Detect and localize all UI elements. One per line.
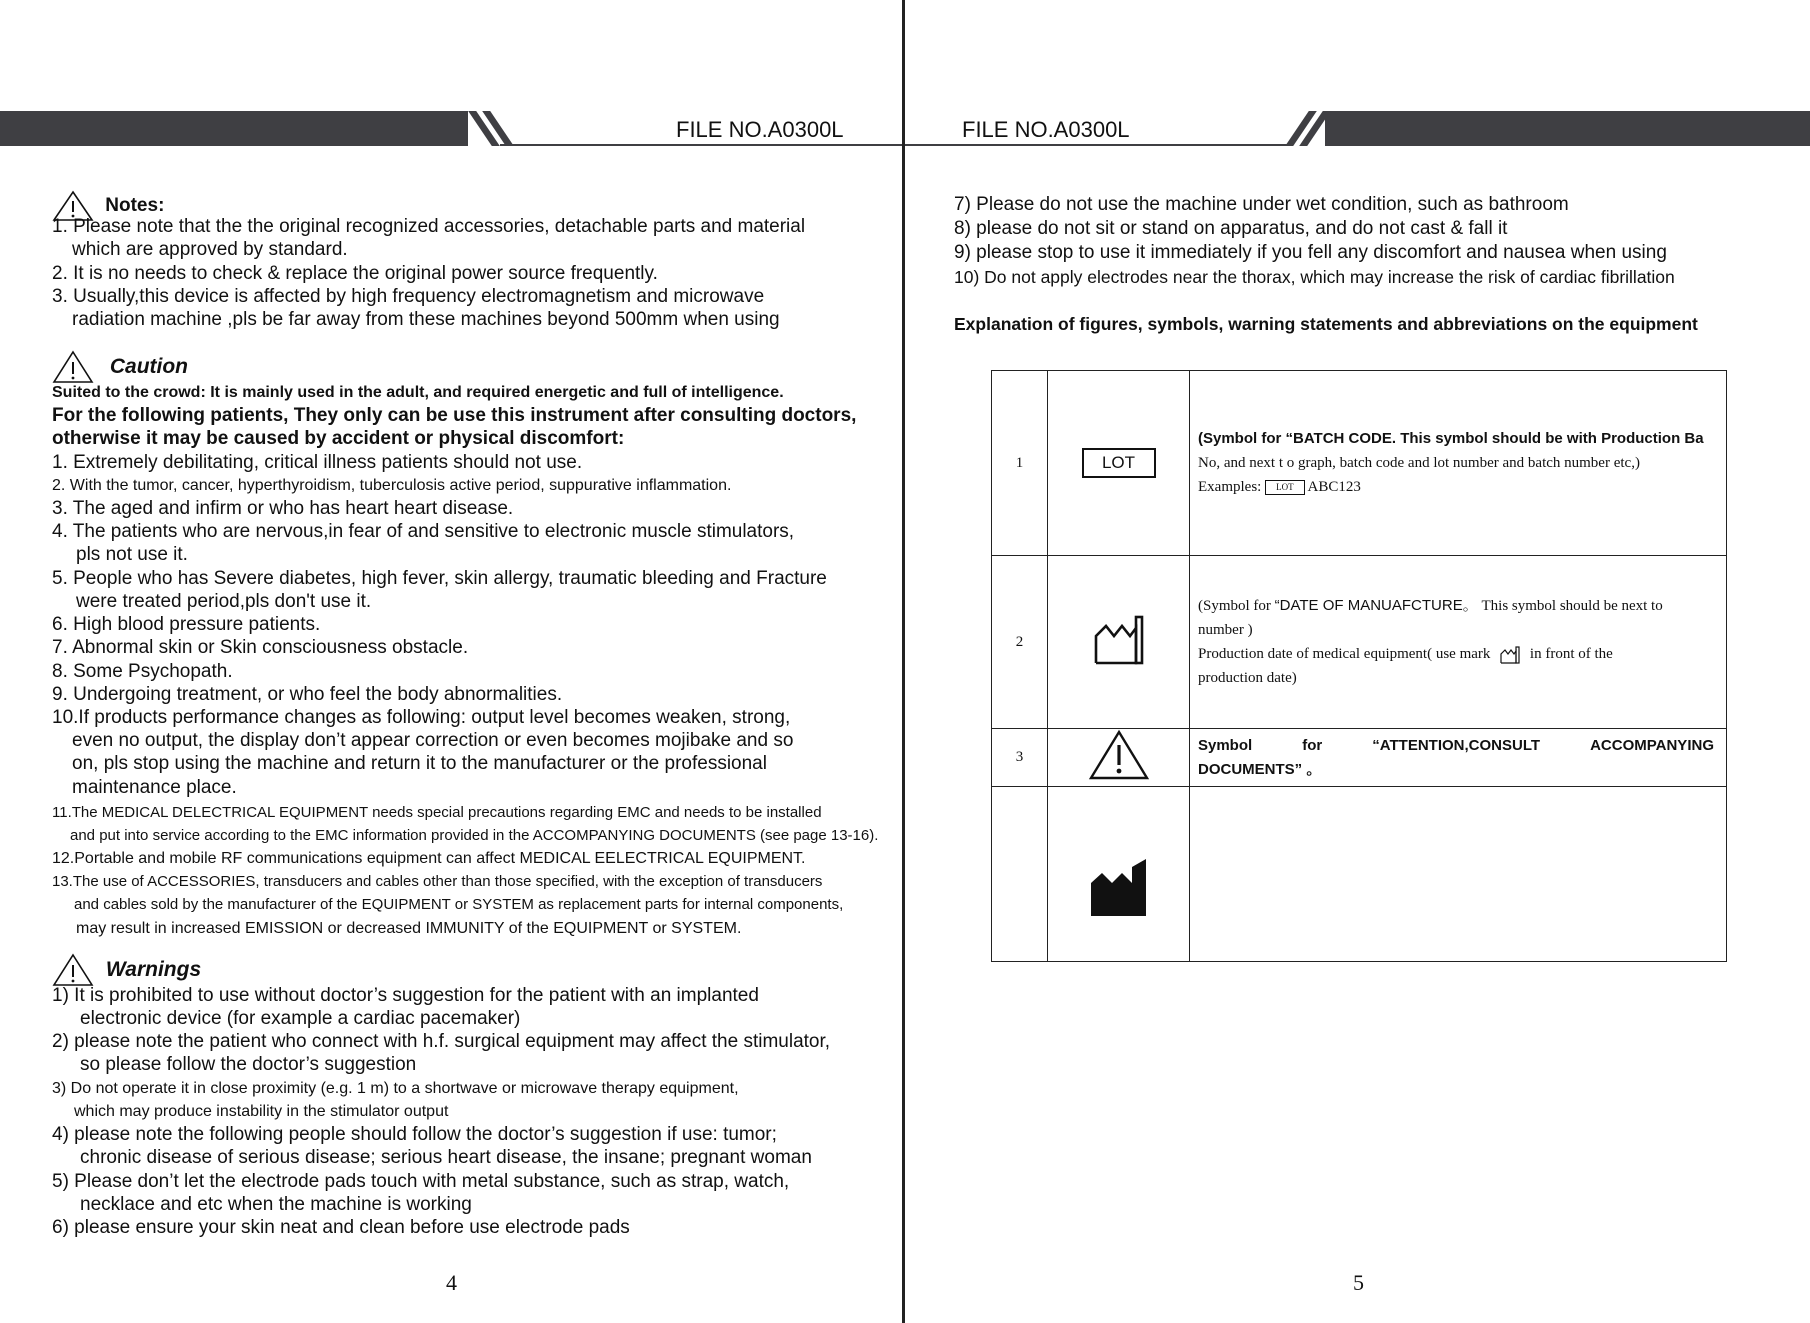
row-number: 2 [992,556,1048,729]
caution-line: 8. Some Psychopath. [52,661,233,682]
symbol-cell [1048,729,1190,787]
caution-line: 6. High blood pressure patients. [52,614,321,635]
warnings-line: 8) please do not sit or stand on apparatus, and do not cast & fall it [954,218,1508,239]
desc-suffix: This symbol should be next to [1481,598,1663,614]
caution-line: 10.If products performance changes as following: output level becomes weaken, strong, [52,707,791,728]
caution-line: were treated period,pls don't use it. [76,591,372,612]
example-code: ABC123 [1307,479,1361,495]
warnings-line: which may produce instability in the stimulator output [74,1103,449,1120]
caution-line: 5. People who has Severe diabetes, high fever, skin allergy, traumatic bleeding and Fracture [52,568,827,589]
manufacturer-icon [1090,857,1148,917]
warnings-line: 3) Do not operate it in close proximity (e.g. 1 m) to a shortwave or microwave therapy equipment, [52,1080,739,1097]
desc-line-a: Production date of medical equipment( use mark [1198,646,1491,662]
caution-line: 13.The use of ACCESSORIES, transducers and cables other than those specified, with the exception of transducers [52,873,823,890]
notes-line: 2. It is no needs to check & replace the original power source frequently. [52,263,658,284]
caution-intro: otherwise it may be caused by accident or physical discomfort: [52,428,625,449]
caution-intro: Suited to the crowd: It is mainly used in the adult, and required energetic and full of intelligence. [52,384,784,401]
warning-triangle-icon [52,953,94,987]
description-cell [1190,556,1727,729]
caution-line: 9. Undergoing treatment, or who feel the body abnormalities. [52,684,563,705]
warnings-line: 5) Please don’t let the electrode pads touch with metal substance, such as strap, watch, [52,1171,790,1192]
notes-line: 1. Please note that the the original recognized accessories, detachable parts and material [52,216,806,237]
desc-line: DOCUMENTS” 。 [1198,760,1322,778]
caution-line: 7. Abnormal skin or Skin consciousness obstacle. [52,637,469,658]
row-number: 1 [992,371,1048,556]
desc-word: “ATTENTION,CONSULT [1372,736,1541,754]
header-rule [500,144,902,146]
caution-line: 2. With the tumor, cancer, hyperthyroidism, tuberculosis active period, suppurative inflammation. [52,477,732,494]
desc-line: No, and next t o graph, batch code and lot number and batch number etc,) [1198,455,1640,471]
date-of-manufacture-mini-icon [1500,646,1520,664]
table-row [992,729,1727,787]
notes-title: Notes: [105,195,165,217]
right-page [904,0,1810,1323]
desc-title [1198,594,1726,618]
warnings-line: 9) please stop to use it immediately if you fell any discomfort and nausea when using [954,242,1667,263]
warnings-heading [52,953,902,987]
caution-line: pls not use it. [76,544,188,565]
desc-example [1198,475,1726,499]
warnings-line: necklace and etc when the machine is working [80,1194,472,1215]
desc-line [1198,642,1726,666]
desc-line: number ) [1198,622,1253,638]
warnings-line: 7) Please do not use the machine under wet condition, such as bathroom [954,194,1569,215]
row-number: 3 [992,729,1048,787]
caution-intro: For the following patients, They only can be use this instrument after consulting doctors, [52,405,857,426]
caution-line: 4. The patients who are nervous,in fear of and sensitive to electronic muscle stimulators, [52,521,795,542]
desc-line: production date) [1198,670,1297,686]
warnings-line: 1) It is prohibited to use without doctor’s suggestion for the patient with an implanted [52,985,759,1006]
left-page [0,0,904,1323]
desc-word: ACCOMPANYING [1590,736,1714,754]
desc-title: (Symbol for “BATCH CODE. This symbol should be with Production Ba [1198,430,1704,447]
warnings-line: chronic disease of serious disease; serious heart disease, the insane; pregnant woman [80,1147,812,1168]
caution-line: even no output, the display don’t appear correction or even becomes mojibake and so [72,730,794,751]
lot-symbol: LOT [1082,448,1156,478]
desc-line-b: in front of the [1529,646,1613,662]
caution-line: 1. Extremely debilitating, critical illness patients should not use. [52,452,583,473]
lot-mini-symbol: LOT [1265,480,1305,495]
table-row [992,556,1727,729]
caution-line: and put into service according to the EMC information provided in the ACCOMPANYING DOCUMENTS (see page 13-16). [70,827,879,844]
header-band [1325,111,1810,146]
description-cell [1190,787,1727,962]
symbols-table [991,370,1727,962]
caution-line: maintenance place. [72,777,237,798]
desc-prefix: (Symbol for [1198,598,1271,614]
example-label: Examples: [1198,479,1262,495]
warnings-line: electronic device (for example a cardiac pacemaker) [80,1008,521,1029]
file-number: FILE NO.A0300L [962,117,1130,142]
desc-word: for [1302,736,1323,754]
description-cell [1190,729,1727,787]
file-number: FILE NO.A0300L [676,117,844,142]
caution-line: 12.Portable and mobile RF communications equipment can affect MEDICAL EELECTRICAL EQUIPMENT. [52,850,806,867]
warnings-line: 10) Do not apply electrodes near the thorax, which may increase the risk of cardiac fibrillation [954,267,1675,287]
desc-title [1198,734,1726,758]
date-of-manufacture-icon [1093,614,1145,666]
page-number: 5 [1353,1270,1364,1295]
warnings-line: 6) please ensure your skin neat and clean before use electrode pads [52,1217,630,1238]
notes-line: 3. Usually,this device is affected by high frequency electromagnetism and microwave [52,286,765,307]
caution-line: 3. The aged and infirm or who has heart heart disease. [52,498,514,519]
notes-line: which are approved by standard. [72,239,348,260]
attention-triangle-icon [1088,729,1150,781]
caution-title: Caution [109,354,188,378]
warnings-line: so please follow the doctor’s suggestion [80,1054,417,1075]
desc-word: Symbol [1198,736,1253,754]
caution-line: may result in increased EMISSION or decreased IMMUNITY of the EQUIPMENT or SYSTEM. [76,920,742,937]
header-rule [905,144,1287,146]
description-cell [1190,371,1727,556]
explanation-title: Explanation of figures, symbols, warning statements and abbreviations on the equipment [954,314,1698,334]
symbol-cell [1048,371,1190,556]
caution-line: and cables sold by the manufacturer of the EQUIPMENT or SYSTEM as replacement parts for internal components, [74,896,844,913]
desc-main: “DATE OF MANUAFCTURE。 [1274,597,1478,614]
table-row [992,787,1727,962]
symbol-cell [1048,556,1190,729]
table-row [992,371,1727,556]
caution-line: 11.The MEDICAL DELECTRICAL EQUIPMENT needs special precautions regarding EMC and needs to be installed [52,804,822,821]
caution-heading [52,350,902,384]
warning-triangle-icon [52,350,94,384]
warnings-line: 2) please note the patient who connect with h.f. surgical equipment may affect the stimulator, [52,1031,831,1052]
warnings-line: 4) please note the following people should follow the doctor’s suggestion if use: tumor; [52,1124,777,1145]
row-number [992,787,1048,962]
notes-line: radiation machine ,pls be far away from these machines beyond 500mm when using [72,309,780,330]
page-number: 4 [446,1270,457,1295]
header-band [0,111,468,146]
caution-line: on, pls stop using the machine and return it to the manufacturer or the professional [72,753,767,774]
symbol-cell [1048,787,1190,962]
warnings-title: Warnings [105,957,202,981]
